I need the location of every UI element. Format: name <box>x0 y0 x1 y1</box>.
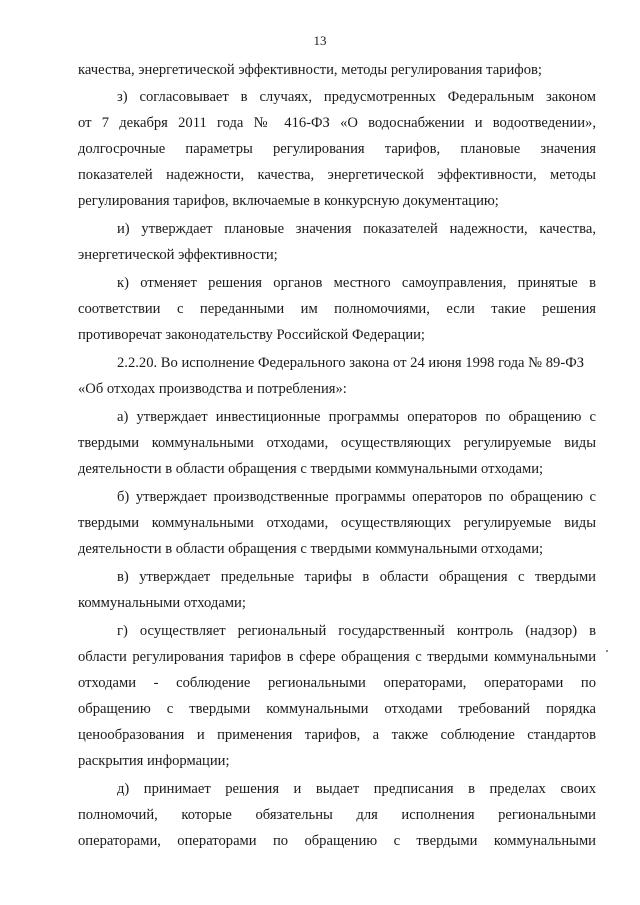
page-number: 13 <box>313 33 327 48</box>
paragraph-z-line: долгосрочные параметры регулирования тарифов, плановые значения <box>78 141 596 157</box>
paragraph-z-line: з) согласовывает в случаях, предусмотренных Федеральным законом <box>117 89 596 105</box>
paragraph-a-line: твердыми коммунальными отходами, осуществляющих регулируемые виды <box>78 435 596 451</box>
paragraph-z-line: показателей надежности, качества, энергетической эффективности, методы <box>78 167 596 183</box>
section-2-2-20-line: «Об отходах производства и потребления»: <box>78 381 347 397</box>
paragraph-z-line: регулирования тарифов, включаемые в конкурсную документацию; <box>78 193 499 209</box>
paragraph-g-line: ценообразования и применения тарифов, а также соблюдение стандартов <box>78 727 596 743</box>
paragraph-g-line: области регулирования тарифов в сфере обращения с твердыми коммунальными <box>78 649 596 665</box>
scan-speck <box>606 650 608 652</box>
paragraph-d-line: д) принимает решения и выдает предписания в пределах своих <box>117 781 596 797</box>
paragraph-k-line: к) отменяет решения органов местного самоуправления, принятые в <box>117 275 596 291</box>
paragraph-k-line: соответствии с переданными им полномочиями, если такие решения <box>78 301 596 317</box>
paragraph-g-line: раскрытия информации; <box>78 753 230 769</box>
paragraph-i-line: и) утверждает плановые значения показателей надежности, качества, <box>117 221 596 237</box>
paragraph-a-line: деятельности в области обращения с твердыми коммунальными отходами; <box>78 461 544 477</box>
paragraph-b-line: деятельности в области обращения с твердыми коммунальными отходами; <box>78 541 544 557</box>
paragraph-b-line: твердыми коммунальными отходами, осуществляющих регулируемые виды <box>78 515 596 531</box>
paragraph-g-line: г) осуществляет региональный государственный контроль (надзор) в <box>117 623 596 639</box>
paragraph-i-line: энергетической эффективности; <box>78 247 278 263</box>
paragraph-d-line: полномочий, которые обязательны для исполнения региональными <box>78 807 596 823</box>
text-line: качества, энергетической эффективности, методы регулирования тарифов; <box>78 62 542 78</box>
paragraph-g-line: отходами - соблюдение региональными операторами, операторами по <box>78 675 596 691</box>
paragraph-v-line: коммунальными отходами; <box>78 595 246 611</box>
paragraph-d-line: операторами, операторами по обращению с твердыми коммунальными <box>78 833 596 849</box>
paragraph-g-line: обращению с твердыми коммунальными отходами требований порядка <box>78 701 596 717</box>
section-2-2-20-line: 2.2.20. Во исполнение Федерального закона от 24 июня 1998 года № 89-ФЗ <box>117 355 585 371</box>
paragraph-z-line: от 7 декабря 2011 года № 416-ФЗ «О водоснабжении и водоотведении», <box>78 115 596 131</box>
paragraph-a-line: а) утверждает инвестиционные программы операторов по обращению с <box>117 409 596 425</box>
paragraph-k-line: противоречат законодательству Российской Федерации; <box>78 327 425 343</box>
paragraph-v-line: в) утверждает предельные тарифы в области обращения с твердыми <box>117 569 596 585</box>
paragraph-b-line: б) утверждает производственные программы операторов по обращению с <box>117 489 596 505</box>
